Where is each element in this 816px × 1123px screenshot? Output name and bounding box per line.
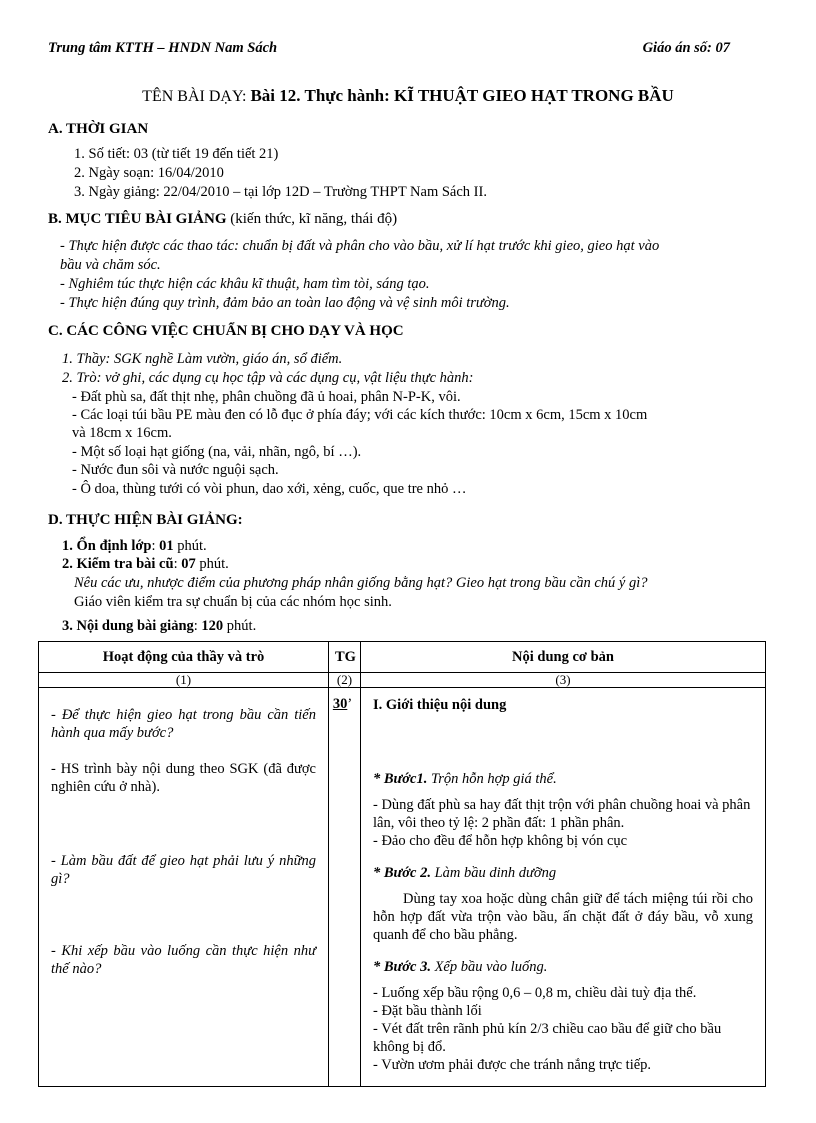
- lesson-title-label: TÊN BÀI DẠY:: [142, 88, 247, 105]
- section-c-teacher: 1. Thầy: SGK nghề Làm vườn, giáo án, sổ điểm.: [62, 351, 343, 367]
- section-a-heading: A. THỜI GIAN: [48, 121, 149, 137]
- section-a-line: 3. Ngày giảng: 22/04/2010 – tại lớp 12D – Trường THPT Nam Sách II.: [74, 184, 487, 200]
- content-step2-heading: * Bước 2. Làm bầu dinh dưỡng: [373, 865, 557, 881]
- content-step3-line: - Luống xếp bầu rộng 0,6 – 0,8 m, chiều dài tuỳ địa thế.: [373, 985, 697, 1001]
- content-step3-heading: * Bước 3. Xếp bầu vào luống.: [373, 959, 548, 975]
- step-check-old-lesson: 2. Kiểm tra bài cũ: 07 phút.: [62, 556, 229, 572]
- lesson-title: [0, 86, 816, 106]
- school-name: Trung tâm KTTH – HNDN Nam Sách: [48, 40, 278, 56]
- section-c-item: và 18cm x 16cm.: [72, 425, 172, 441]
- section-b-note: (kiến thức, kĩ năng, thái độ): [230, 211, 398, 227]
- content-cell: [361, 688, 766, 1087]
- column-number: (2): [329, 673, 361, 688]
- section-a-line: 1. Số tiết: 03 (từ tiết 19 đến tiết 21): [74, 146, 279, 162]
- content-step2-text: Dùng tay xoa hoặc dùng chân giữ để tách miệng túi rồi cho hỗn hợp đất vừa trộn vào bầu, ấn chặt đất ở đáy bầu, vỗ xung quanh để cho bầu phẳng.: [373, 891, 753, 943]
- check-note: Giáo viên kiểm tra sự chuẩn bị của các nhóm học sinh.: [74, 594, 392, 610]
- content-step3-line: - Vét đất trên rãnh phủ kín 2/3 chiều cao bầu để giữ cho bầu không bị đổ.: [373, 1021, 722, 1055]
- section-c-item: - Đất phù sa, đất thịt nhẹ, phân chuồng đã ủ hoai, phân N-P-K, vôi.: [72, 389, 461, 405]
- lesson-title-text: Bài 12. Thực hành: KĨ THUẬT GIEO HẠT TRONG BẦU: [250, 86, 674, 105]
- activity-question: - Để thực hiện gieo hạt trong bầu cần tiến hành qua mấy bước?: [51, 707, 316, 741]
- content-step1-heading: * Bước1. Trộn hỗn hợp giá thể.: [373, 771, 557, 787]
- section-b-heading: [48, 211, 397, 228]
- section-c-heading: C. CÁC CÔNG VIỆC CHUẨN BỊ CHO DẠY VÀ HỌC: [48, 323, 404, 339]
- section-c-students: 2. Trò: vở ghi, các dụng cụ học tập và các dụng cụ, vật liệu thực hành:: [62, 370, 474, 386]
- activity-question: - Làm bầu đất để gieo hạt phải lưu ý những gì?: [51, 853, 316, 887]
- activities-cell: [39, 688, 329, 1087]
- page-header: [48, 40, 730, 57]
- section-b-line: - Thực hiện đúng quy trình, đảm bảo an toàn lao động và vệ sinh môi trường.: [60, 295, 510, 311]
- section-b-title: B. MỤC TIÊU BÀI GIẢNG: [48, 211, 227, 227]
- section-d-heading: D. THỰC HIỆN BÀI GIẢNG:: [48, 512, 243, 528]
- section-c-item: - Các loại túi bầu PE màu đen có lỗ đục ở phía đáy; với các kích thước: 10cm x 6cm, 15cm x 10cm: [72, 407, 648, 423]
- activity-question: - Khi xếp bầu vào luống cần thực hiện như thế nào?: [51, 943, 316, 977]
- header-time: TG: [329, 642, 361, 673]
- section-c-item: - Nước đun sôi và nước nguội sạch.: [72, 462, 279, 478]
- section-a-line: 2. Ngày soạn: 16/04/2010: [74, 165, 224, 181]
- content-section-title: I. Giới thiệu nội dung: [373, 697, 507, 713]
- time-unit: ’: [347, 696, 353, 712]
- activity-answer: - HS trình bày nội dung theo SGK (đã được nghiên cứu ở nhà).: [51, 761, 316, 795]
- header-content: Nội dung cơ bản: [361, 642, 766, 673]
- section-b-line: - Thực hiện được các thao tác: chuẩn bị đất và phân cho vào bầu, xử lí hạt trước khi gieo, gieo hạt vào: [60, 238, 660, 254]
- section-b-line: - Nghiêm túc thực hiện các khâu kĩ thuật, ham tìm tòi, sáng tạo.: [60, 276, 430, 292]
- header-activities: Hoạt động của thầy và trò: [39, 642, 329, 673]
- content-step1-line: - Đảo cho đều để hỗn hợp không bị vón cục: [373, 833, 628, 849]
- time-cell: [329, 688, 361, 1087]
- table-header-row: [39, 642, 766, 673]
- table-row: [39, 688, 766, 1087]
- content-step3-line: - Đặt bầu thành lối: [373, 1003, 482, 1019]
- step-lesson-content: 3. Nội dung bài giảng: 120 phút.: [62, 618, 257, 634]
- table-number-row: [39, 673, 766, 688]
- content-step1-line: - Dùng đất phù sa hay đất thịt trộn với phân chuồng hoai và phân lân, vôi theo tỷ lệ: 2 phần đất: 1 phần phân.: [373, 797, 751, 831]
- lesson-table: [38, 641, 766, 1087]
- content-step3-line: - Vườn ươm phải được che tránh nắng trực tiếp.: [373, 1057, 652, 1073]
- section-c-item: - Ô doa, thùng tưới có vòi phun, dao xới, xẻng, cuốc, que tre nhỏ …: [72, 481, 467, 497]
- time-value: 30: [332, 696, 348, 712]
- section-c-item: - Một số loại hạt giống (na, vải, nhãn, ngô, bí …).: [72, 444, 362, 460]
- section-b-line: bầu và chăm sóc.: [60, 257, 161, 273]
- check-question: Nêu các ưu, nhược điểm của phương pháp nhân giống bằng hạt? Gieo hạt trong bầu cần chú ý gì?: [74, 575, 648, 591]
- column-number: (3): [361, 673, 766, 688]
- lesson-plan-number: Giáo án số: 07: [642, 40, 730, 56]
- step-stabilize-class: 1. Ổn định lớp: 01 phút.: [62, 538, 207, 554]
- column-number: (1): [39, 673, 329, 688]
